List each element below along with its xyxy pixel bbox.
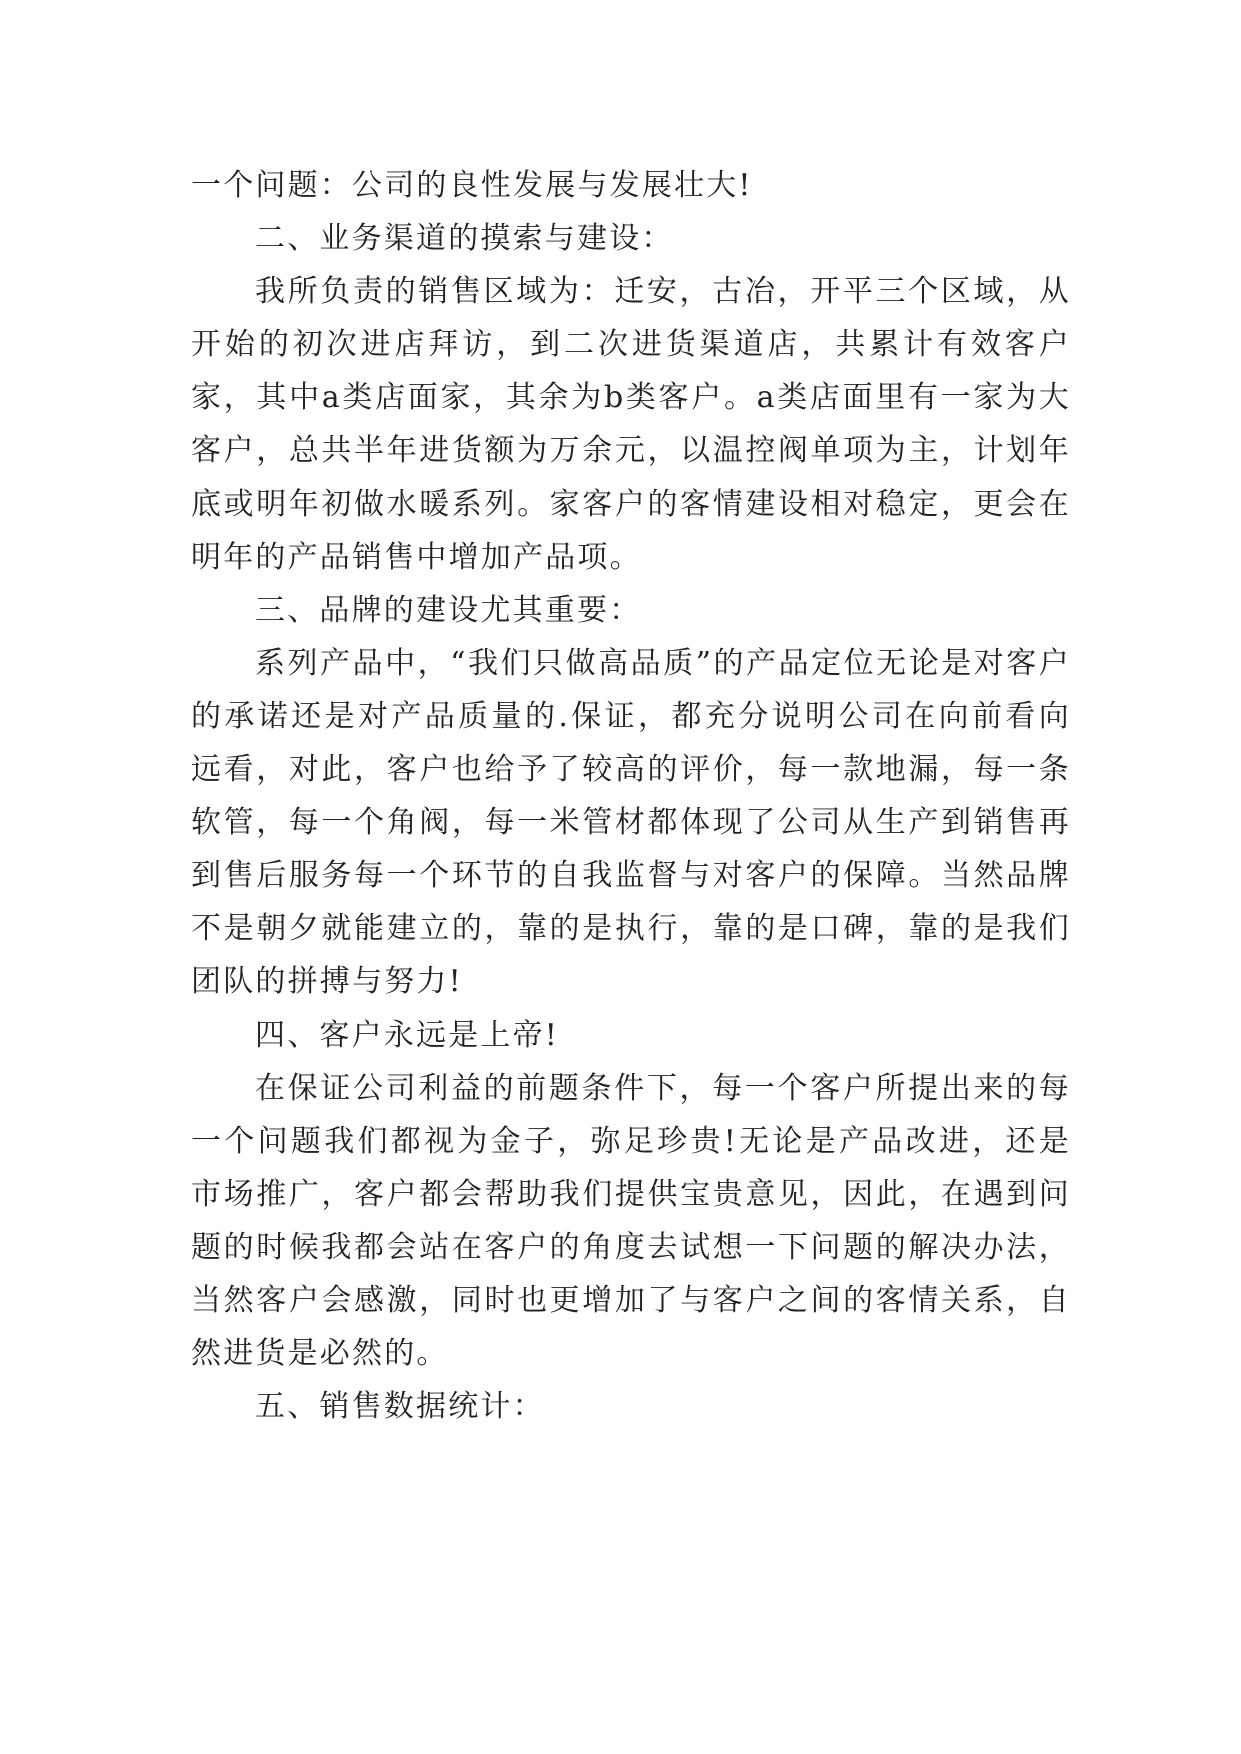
- heading-section-5: 五、销售数据统计：: [255, 1389, 545, 1425]
- paragraph-customer: 在保证公司利益的前题条件下，每一个客户所提出来的每一个问题我们都视为金子，弥足珍贵!无论是产品改进，还是市场推广，客户都会帮助我们提供宝贵意见，因此，在遇到问题的时候我都会站在客户的角度去试想一下问题的解决办法，当然客户会感激，同时也更增加了与客户之间的客情关系，自然进货是必然的。: [191, 1070, 1071, 1372]
- heading-section-2: 二、业务渠道的摸索与建设：: [255, 221, 674, 257]
- heading-section-4: 四、客户永远是上帝!: [255, 1017, 560, 1053]
- paragraph-brand: 系列产品中，“我们只做高品质”的产品定位无论是对客户的承诺还是对产品质量的.保证，都充分说明公司在向前看向远看，对此，客户也给予了较高的评价，每一款地漏，每一条软管，每一个角阀，每一米管材都体现了公司从生产到销售再到售后服务每一个环节的自我监督与对客户的保障。当然品牌不是朝夕就能建立的，靠的是执行，靠的是口碑，靠的是我们团队的拼搏与努力!: [191, 645, 1071, 1000]
- paragraph-sales-region: 我所负责的销售区域为：迁安，古冶，开平三个区域，从开始的初次进店拜访，到二次进货渠道店，共累计有效客户家，其中a类店面家，其余为b类客户。a类店面里有一家为大客户，总共半年进货额为万余元，以温控阀单项为主，计划年底或明年初做水暖系列。家客户的客情建设相对稳定，更会在明年的产品销售中增加产品项。: [191, 274, 1071, 575]
- paragraph-continuation: 一个问题：公司的良性发展与发展壮大!: [191, 168, 753, 203]
- document-body: [191, 159, 1071, 1433]
- heading-section-3: 三、品牌的建设尤其重要：: [255, 592, 642, 628]
